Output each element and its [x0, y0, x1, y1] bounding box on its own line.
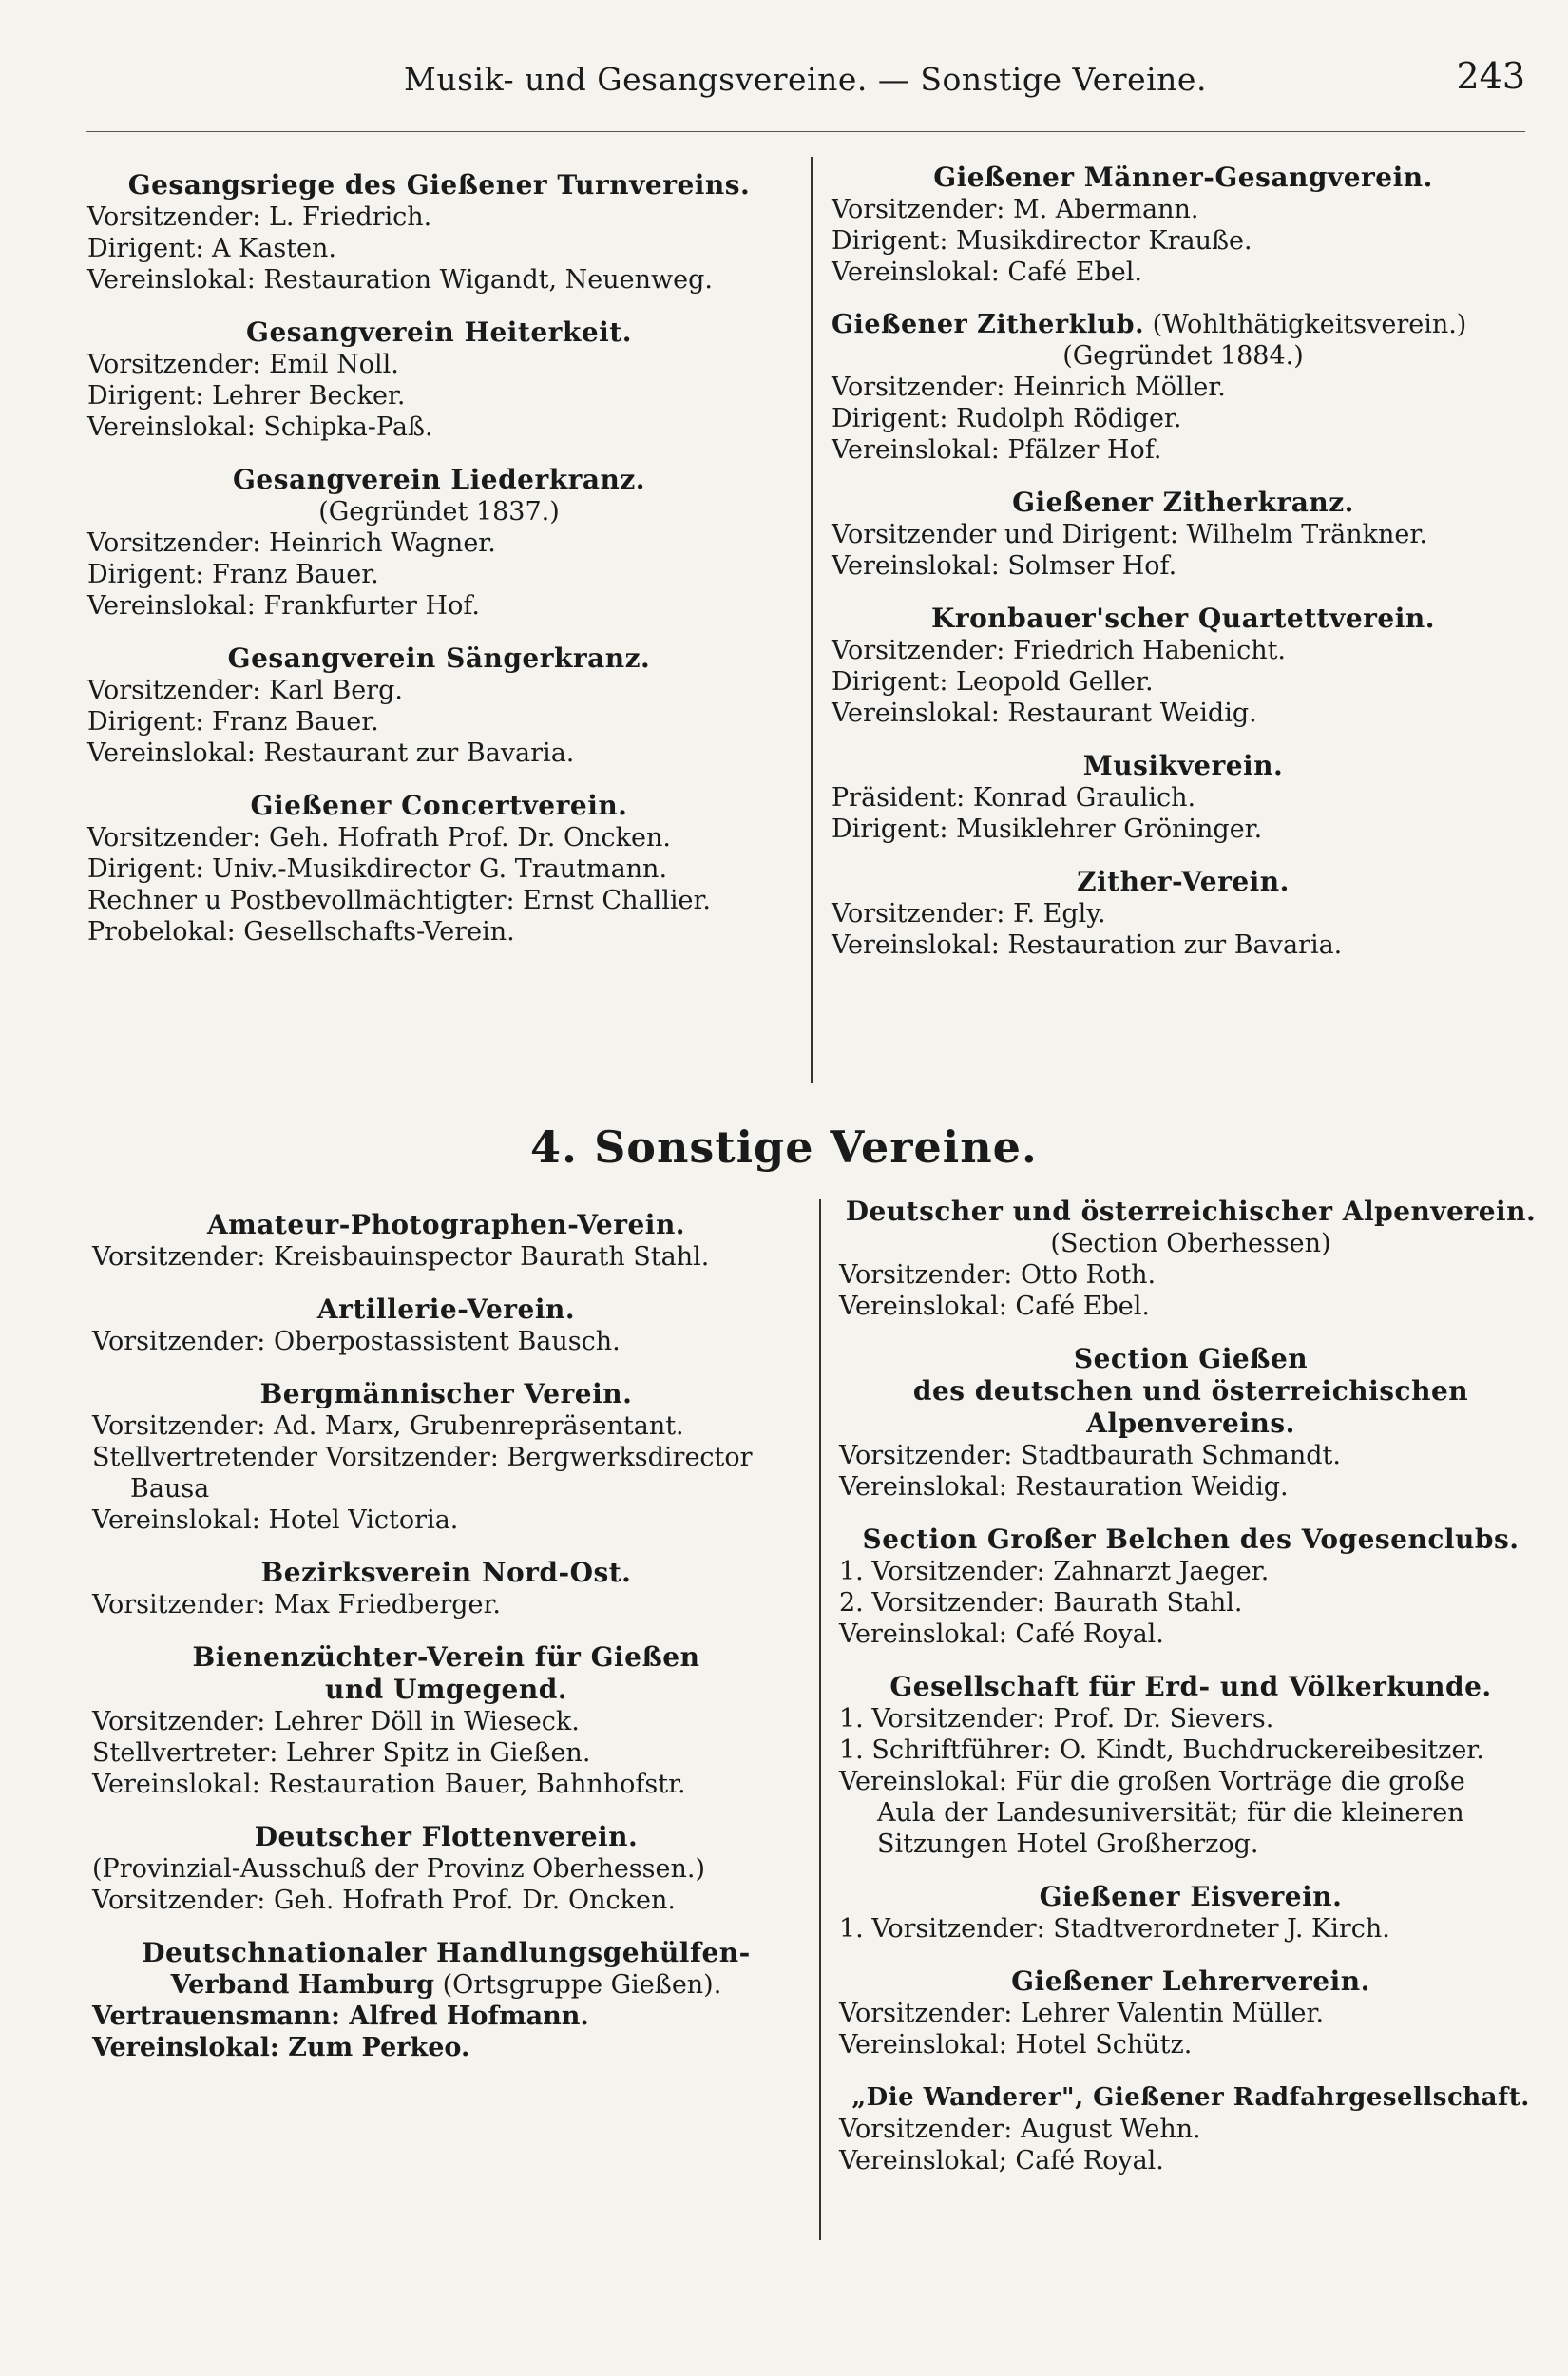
column-divider-top	[811, 157, 813, 1083]
club-line: Dirigent: Rudolph Rödiger.	[832, 404, 1182, 433]
club-line: Vereinslokal: Hotel Schütz.	[839, 2030, 1193, 2060]
club-line: Dirigent: Musikdirector Kraußе.	[832, 226, 1252, 256]
running-head	[86, 55, 1525, 112]
club-title: Deutschnationaler Handlungsgehülfen-	[142, 1937, 751, 1968]
club-line: Vorsitzender: August Wehn.	[839, 2115, 1201, 2144]
club-line: Vereinslokal: Solmser Hof.	[832, 551, 1177, 581]
club-title: Amateur-Photographen-Verein.	[206, 1209, 686, 1240]
club-entry	[87, 464, 791, 622]
music-column-left	[87, 169, 791, 968]
club-title: Gießener Lehrerverein.	[1011, 1965, 1370, 1997]
other-column-right	[839, 1196, 1542, 2197]
club-line: Vorsitzender: Heinrich Wagner.	[87, 528, 496, 558]
club-founded-note: (Gegründet 1837.)	[318, 497, 560, 527]
club-entry	[832, 603, 1535, 729]
club-line: Vorsitzender: M. Abermann.	[832, 195, 1199, 224]
club-line: Vereinslokal: Restauration Weidig.	[839, 1472, 1289, 1502]
club-line: 1. Vorsitzender: Zahnarzt Jaeger.	[839, 1557, 1270, 1586]
club-line: Vereinslokal: Schipka-Paß.	[87, 412, 433, 442]
club-line: Vereinslokal: Zum Perkeo.	[92, 2033, 470, 2062]
club-line: Stellvertreter: Lehrer Spitz in Gießen.	[92, 1738, 591, 1768]
club-line: Vorsitzender: Friedrich Habenicht.	[832, 636, 1287, 665]
running-title: Musik- und Gesangsvereine. — Sonstige Vereine.	[404, 61, 1207, 98]
club-title: Section Großer Belchen des Vogesenclubs.	[862, 1523, 1520, 1555]
club-title: Gesangsriege des Gießener Turnvereins.	[127, 169, 751, 201]
club-line: Vorsitzender: Otto Roth.	[839, 1260, 1157, 1290]
club-title-row	[832, 309, 1535, 340]
club-title: Bezirksverein Nord-Ost.	[260, 1557, 632, 1588]
club-entry	[839, 1343, 1542, 1503]
club-title: Gießener Concertverein.	[250, 790, 628, 821]
club-entry	[832, 750, 1535, 845]
club-entry	[839, 1523, 1542, 1650]
club-line: Sitzungen Hotel Großherzog.	[877, 1830, 1259, 1859]
club-line: Vereinslokal: Für die großen Vorträge die große	[839, 1767, 1465, 1796]
club-entry	[87, 316, 791, 443]
club-entry	[839, 1881, 1542, 1945]
club-line: Vorsitzender: Kreisbauinspector Baurath Stahl.	[92, 1242, 710, 1272]
club-title-suffix: (Ortsgruppe Gießen).	[442, 1970, 722, 2000]
club-line: Dirigent: Univ.-Musikdirector G. Trautmann.	[87, 854, 668, 884]
club-entry	[87, 790, 791, 948]
club-entry	[87, 642, 791, 769]
club-entry	[92, 1937, 800, 2063]
club-line: Dirigent: A Kasten.	[87, 234, 337, 263]
club-line: Vereinslokal: Restaurant zur Bavaria.	[87, 738, 575, 768]
club-title: Gesangverein Liederkranz.	[232, 464, 646, 495]
club-line: Vereinslokal: Hotel Victoria.	[92, 1505, 459, 1535]
club-line: Vereinslokal; Café Royal.	[839, 2146, 1164, 2175]
club-line: Vorsitzender: Emil Noll.	[87, 350, 399, 379]
club-entry	[839, 1671, 1542, 1860]
club-entry	[92, 1378, 800, 1536]
club-title: Musikverein.	[1082, 750, 1284, 781]
club-title: Kronbauer'scher Quartettverein.	[931, 603, 1435, 634]
club-title: Gesangverein Sängerkranz.	[227, 642, 651, 674]
club-title: Gießener Zitherkranz.	[1012, 487, 1354, 518]
club-line: Vereinslokal: Restaurant Weidig.	[832, 699, 1257, 728]
club-title: Zither-Verein.	[1077, 866, 1290, 897]
club-entry	[92, 1209, 800, 1273]
club-line: Dirigent: Leopold Geller.	[832, 667, 1154, 697]
section-heading: 4. Sonstige Vereine.	[530, 1121, 1038, 1173]
other-column-left	[92, 1209, 800, 2084]
club-title: Gießener Eisverein.	[1039, 1881, 1343, 1912]
club-section-note: (Section Oberhessen)	[1050, 1229, 1331, 1258]
club-line: Dirigent: Franz Bauer.	[87, 707, 379, 737]
club-line: Dirigent: Musiklehrer Gröninger.	[832, 814, 1263, 844]
club-title: „Die Wanderer", Gießener Radfahrgesellschaft.	[851, 2083, 1530, 2112]
club-line: 1. Vorsitzender: Stadtverordneter J. Kirch.	[839, 1914, 1390, 1944]
club-founded-note: (Gegründet 1884.)	[1062, 341, 1304, 371]
club-line: Vorsitzender: Max Friedberger.	[92, 1590, 502, 1619]
club-line: Vorsitzender: Geh. Hofrath Prof. Dr. Oncken.	[87, 823, 671, 853]
club-line: Vereinslokal: Pfälzer Hof.	[832, 435, 1162, 465]
club-entry	[92, 1641, 800, 1800]
club-title: Section Gießen	[1073, 1343, 1309, 1374]
club-title: Bienenzüchter-Verein für Gießen	[192, 1641, 700, 1673]
club-line: Vertrauensmann: Alfred Hofmann.	[92, 2002, 589, 2031]
club-line: Präsident: Konrad Graulich.	[832, 783, 1196, 813]
club-entry	[92, 1293, 800, 1357]
club-line: Vorsitzender: Geh. Hofrath Prof. Dr. Oncken.	[92, 1886, 676, 1915]
club-title: Bergmännischer Verein.	[259, 1378, 633, 1409]
music-column-right	[832, 162, 1535, 982]
club-line: Vorsitzender: Lehrer Valentin Müller.	[839, 1999, 1325, 2028]
club-entry	[92, 1821, 800, 1916]
club-line: Rechner u Postbevollmächtigter: Ernst Challier.	[87, 886, 711, 915]
club-line: Vereinslokal: Frankfurter Hof.	[87, 591, 480, 621]
club-line: Vorsitzender: Oberpostassistent Bausch.	[92, 1327, 621, 1356]
club-line: 1. Schriftführer: O. Kindt, Buchdruckereibesitzer.	[839, 1735, 1484, 1765]
club-title: Gesellschaft für Erd- und Völkerkunde.	[889, 1671, 1492, 1702]
club-line: Vereinslokal: Restauration Wigandt, Neuenweg.	[87, 265, 713, 295]
club-line: Vorsitzender: Karl Berg.	[87, 676, 403, 705]
club-entry	[839, 2081, 1542, 2176]
club-line: Aula der Landesuniversität; für die kleineren	[877, 1798, 1464, 1828]
club-title-suffix: (Wohlthätigkeitsverein.)	[1152, 310, 1467, 339]
club-title-continued: und Umgegend.	[324, 1674, 568, 1705]
club-line: Vorsitzender: L. Friedrich.	[87, 202, 432, 232]
club-title-continued: des deutschen und österreichischen Alpenvereins.	[912, 1375, 1469, 1439]
club-entry	[832, 162, 1535, 288]
club-entry	[839, 1965, 1542, 2060]
club-entry	[92, 1557, 800, 1620]
club-title: Gesangverein Heiterkeit.	[246, 316, 632, 348]
club-title: Artillerie-Verein.	[316, 1293, 576, 1325]
club-line: Vorsitzender: Stadtbaurath Schmandt.	[839, 1441, 1341, 1470]
club-line: (Provinzial-Ausschuß der Provinz Oberhessen.)	[92, 1854, 706, 1884]
club-title: Deutscher und österreichischer Alpenverein.	[845, 1196, 1537, 1227]
club-line: Stellvertretender Vorsitzender: Bergwerksdirector	[92, 1443, 753, 1472]
club-line: Vorsitzender: Lehrer Döll in Wieseck.	[92, 1707, 580, 1736]
club-title-row	[92, 1969, 800, 2001]
club-title-continued: Verband Hamburg	[170, 1970, 435, 2000]
club-line: Vereinslokal: Café Ebel.	[832, 258, 1142, 287]
club-line: Dirigent: Franz Bauer.	[87, 560, 379, 589]
column-divider-bottom	[819, 1199, 821, 2240]
club-line: Probelokal: Gesellschafts-Verein.	[87, 917, 515, 947]
club-line: 2. Vorsitzender: Baurath Stahl.	[839, 1588, 1243, 1618]
club-line: Vereinslokal: Restauration Bauer, Bahnhofstr.	[92, 1770, 686, 1799]
club-title: Deutscher Flottenverein.	[254, 1821, 639, 1852]
club-line: Vereinslokal: Café Royal.	[839, 1619, 1164, 1649]
club-line: Vorsitzender: F. Egly.	[832, 899, 1106, 929]
club-line: Vereinslokal: Restauration zur Bavaria.	[832, 930, 1343, 960]
club-line: Vorsitzender: Ad. Marx, Grubenrepräsentant.	[92, 1411, 684, 1441]
club-line: Vorsitzender und Dirigent: Wilhelm Tränkner.	[832, 520, 1427, 549]
club-line: Vorsitzender: Heinrich Möller.	[832, 373, 1226, 402]
club-entry	[87, 169, 791, 296]
header-rule	[86, 131, 1525, 132]
club-title: Gießener Zitherklub.	[832, 310, 1144, 339]
club-line: Bausa	[130, 1474, 210, 1504]
club-entry	[839, 1196, 1542, 1322]
club-line: Vereinslokal: Café Ebel.	[839, 1292, 1150, 1321]
club-entry	[832, 487, 1535, 582]
club-line: 1. Vorsitzender: Prof. Dr. Sievers.	[839, 1704, 1274, 1734]
club-title: Gießener Männer-Gesangverein.	[933, 162, 1433, 193]
club-line: Dirigent: Lehrer Becker.	[87, 381, 406, 411]
club-entry	[832, 866, 1535, 961]
club-entry	[832, 309, 1535, 466]
page-number: 243	[1456, 55, 1525, 97]
